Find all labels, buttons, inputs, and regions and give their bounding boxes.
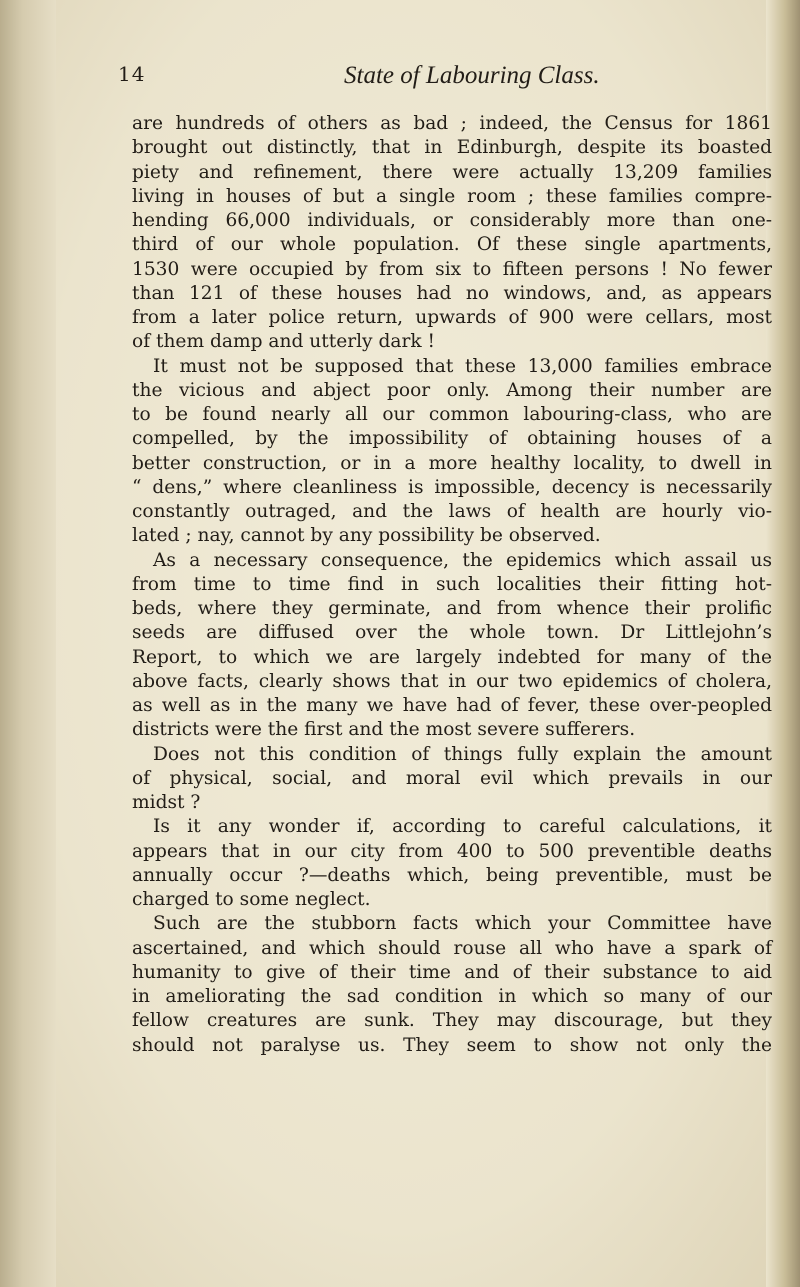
text-line: districts were the first and the most severe sufferers. <box>132 719 636 741</box>
page-header <box>118 62 678 96</box>
text-line: It must not be supposed that these 13,000 families embrace <box>153 355 772 377</box>
text-line: lated ; nay, cannot by any possibility be observed. <box>132 525 601 547</box>
text-line: As a necessary consequence, the epidemics which assail us <box>153 549 772 571</box>
text-line: hending 66,000 individuals, or considerably more than one- <box>132 210 772 231</box>
text-line: Report, to which we are largely indebted for many of the <box>132 646 772 668</box>
binding-gutter <box>0 0 56 1287</box>
text-line: brought out distinctly, that in Edinburgh, despite its boasted <box>132 137 772 159</box>
text-line: piety and refinement, there were actually 13,209 families <box>132 161 772 183</box>
text-line: humanity to give of their time and of their substance to aid <box>132 961 772 983</box>
text-line: of physical, social, and moral evil which prevails in our <box>132 767 772 789</box>
text-line: living in houses of but a single room ; these families compre- <box>132 185 772 207</box>
text-line: midst ? <box>132 792 201 813</box>
text-line: from a later police return, upwards of 900 were cellars, most <box>132 307 772 328</box>
text-line: to be found nearly all our common labouring-class, who are <box>132 404 772 425</box>
text-line: of them damp and utterly dark ! <box>132 331 435 353</box>
text-line: as well as in the many we have had of fever, these over-peopled <box>132 695 772 716</box>
text-line: the vicious and abject poor only. Among their number are <box>132 379 772 401</box>
text-line: 1530 were occupied by from six to fifteen persons ! No fewer <box>132 258 772 280</box>
text-line: compelled, by the impossibility of obtaining houses of a <box>132 428 772 450</box>
text-line: above facts, clearly shows that in our two epidemics of cholera, <box>132 670 772 692</box>
text-line: third of our whole population. Of these single apartments, <box>132 234 772 256</box>
page-number: 14 <box>118 62 146 86</box>
text-line: Such are the stubborn facts which your Committee have <box>153 913 772 935</box>
running-title: State of Labouring Class. <box>344 62 600 89</box>
text-line: from time to time find in such localities their fitting hot- <box>132 573 772 595</box>
text-line: “ dens,” where cleanliness is impossible, decency is necessarily <box>132 476 772 498</box>
text-line: in ameliorating the sad condition in which so many of our <box>132 986 772 1007</box>
text-line: appears that in our city from 400 to 500 preventible deaths <box>132 840 772 862</box>
text-line: ascertained, and which should rouse all who have a spark of <box>132 937 772 959</box>
text-line: Is it any wonder if, according to careful calculations, it <box>153 816 772 838</box>
text-line: charged to some neglect. <box>132 889 371 910</box>
text-line: Does not this condition of things fully explain the amount <box>153 743 772 765</box>
text-line: better construction, or in a more healthy locality, to dwell in <box>132 452 772 474</box>
text-line: should not paralyse us. They seem to show not only the <box>132 1034 772 1056</box>
text-line: beds, where they germinate, and from whence their prolific <box>132 598 772 619</box>
text-line: constantly outraged, and the laws of health are hourly vio- <box>132 501 772 522</box>
text-line: than 121 of these houses had no windows, and, as appears <box>132 282 772 304</box>
text-line: are hundreds of others as bad ; indeed, the Census for 1861 <box>132 113 772 134</box>
text-line: seeds are diffused over the whole town. Dr Littlejohn’s <box>132 622 772 644</box>
text-line: fellow creatures are sunk. They may discourage, but they <box>132 1010 772 1032</box>
body-text <box>132 112 772 1058</box>
text-line: annually occur ?—deaths which, being preventible, must be <box>132 864 772 886</box>
